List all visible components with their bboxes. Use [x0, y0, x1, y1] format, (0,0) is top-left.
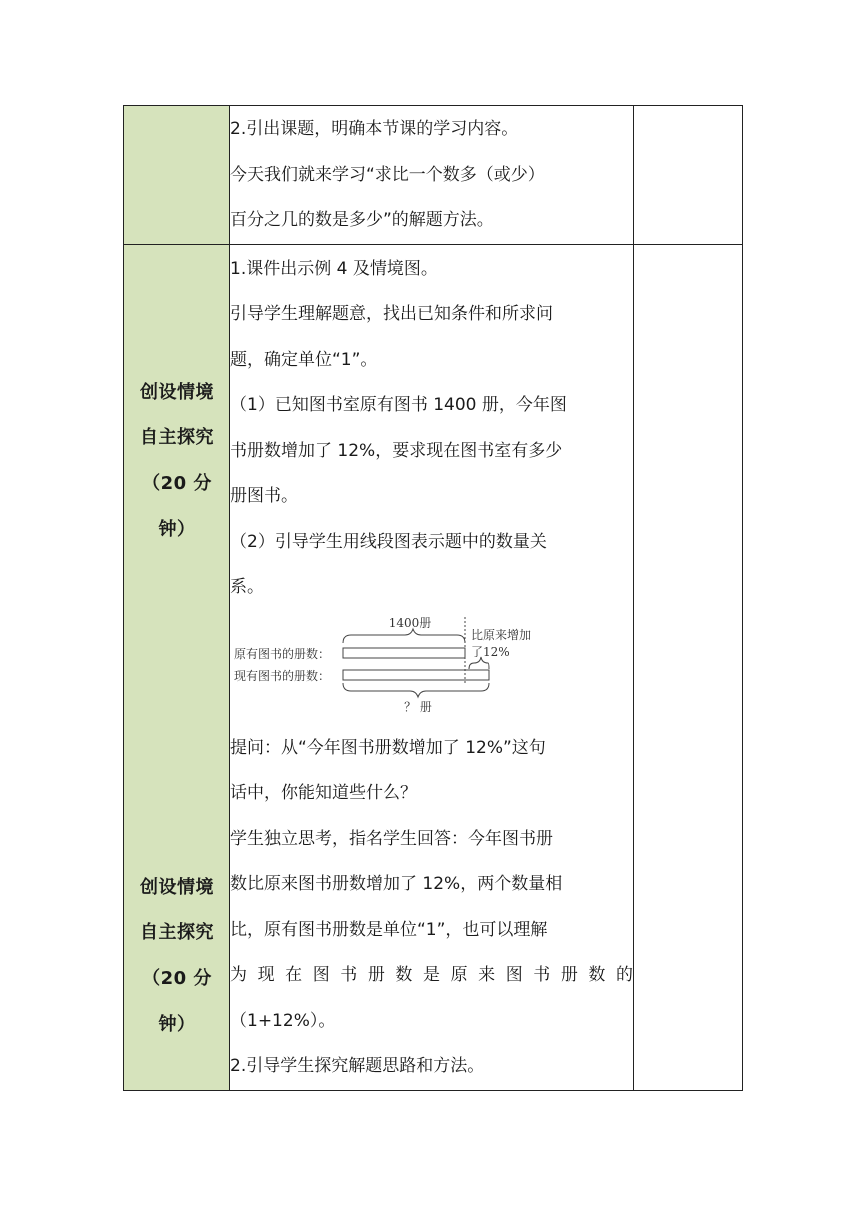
text-line: 题，确定单位“1”。	[230, 349, 378, 370]
text-line: 比，原有图书册数是单位“1”，也可以理解	[230, 919, 548, 940]
text-line: 提问：从“今年图书册数增加了 12%”这句	[230, 737, 546, 758]
text-line: （2）引导学生用线段图表示题中的数量关	[230, 531, 547, 552]
table-row	[124, 244, 743, 1090]
top-label: 1400册	[388, 615, 432, 630]
table-row	[124, 106, 743, 245]
section-label-cell	[124, 106, 230, 245]
top-brace	[343, 629, 465, 643]
content-cell	[230, 106, 634, 245]
content-cell	[230, 244, 634, 1090]
text-line: 数比原来图书册数增加了 12%，两个数量相	[230, 874, 563, 894]
original-segment	[343, 648, 465, 658]
section-title-line: 自主探究	[140, 921, 214, 943]
section-title-line: 钟）	[158, 1013, 196, 1035]
section-title-line: （20 分	[142, 472, 212, 494]
notes-cell	[634, 244, 743, 1090]
lesson-plan-table	[123, 105, 743, 1091]
text-line: 话中，你能知道些什么？	[230, 783, 417, 803]
text-line: 引导学生理解题意，找出已知条件和所求问	[230, 304, 553, 324]
section-title-line: 自主探究	[140, 426, 214, 448]
segment-diagram-svg	[230, 611, 615, 726]
bottom-brace	[343, 683, 489, 697]
section-title-line: 创设情境	[140, 381, 214, 403]
text-line: 2.引出课题，明确本节课的学习内容。	[230, 119, 519, 139]
side-note-2: 了12%	[471, 644, 510, 659]
text-line: （1+12%）。	[230, 1010, 336, 1031]
text-line: 百分之几的数是多少”的解题方法。	[230, 210, 494, 230]
text-line: （1）已知图书室原有图书 1400 册，今年图	[230, 395, 567, 415]
section-title-line: （20 分	[142, 967, 212, 989]
text-line: 系。	[230, 577, 264, 597]
section-title-line: 创设情境	[140, 876, 214, 898]
text-line: 2.引导学生探究解题思路和方法。	[230, 1056, 485, 1076]
text-line: 册图书。	[230, 486, 298, 506]
text-line: 为现在图书册数是原来图书册数的	[230, 965, 633, 985]
row1-label: 原有图书的册数：	[234, 646, 331, 661]
text-line: 今天我们就来学习“求比一个数多（或少）	[230, 164, 545, 185]
line-segment-diagram	[230, 611, 633, 726]
section-label-cell	[124, 244, 230, 1090]
row2-label: 现有图书的册数：	[234, 668, 331, 683]
bottom-label: ？ 册	[404, 699, 432, 714]
text-line: 1.课件出示例 4 及情境图。	[230, 258, 438, 279]
text-line: 书册数增加了 12%，要求现在图书室有多少	[230, 440, 563, 461]
notes-cell	[634, 106, 743, 245]
section-title-line: 钟）	[158, 518, 196, 540]
side-note-1: 比原来增加	[471, 627, 532, 642]
text-line: 学生独立思考，指名学生回答：今年图书册	[230, 828, 553, 849]
current-segment	[343, 670, 489, 680]
